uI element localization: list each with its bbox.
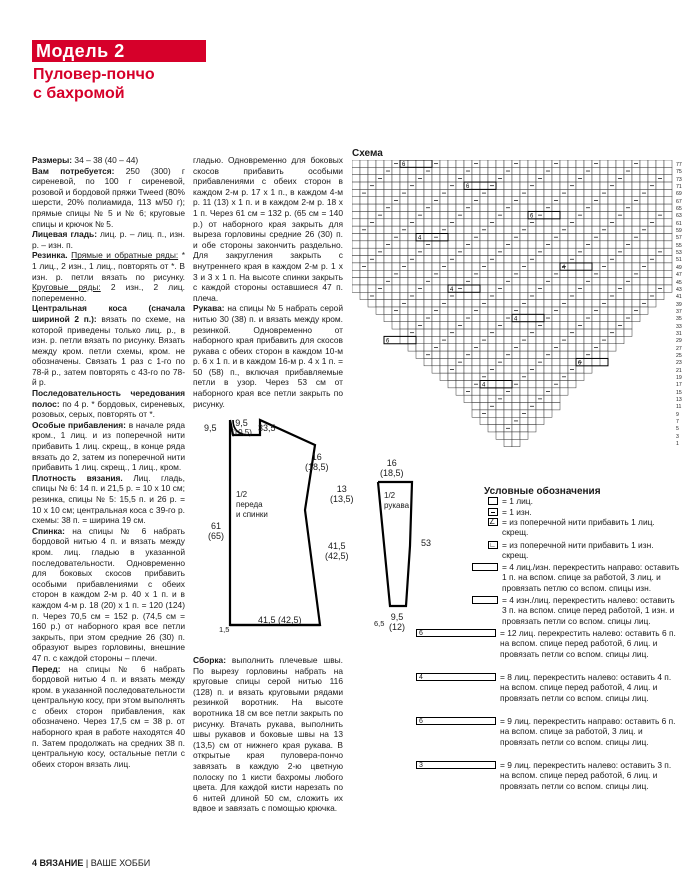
body-label: 1/2 переда и спинки (236, 490, 268, 519)
dim-sleeve-bottom: 9,5 (12) (389, 612, 406, 632)
legend-symbol-icon (472, 563, 498, 571)
legend-text: = 1 изн. (502, 507, 532, 517)
legend-text: = из поперечной нити прибавить 1 изн. скрещ. (502, 540, 654, 561)
cable-box-label: 4 (562, 264, 566, 271)
row-number: 19 (676, 374, 682, 381)
row-number: 77 (676, 162, 682, 168)
row-number: 61 (676, 220, 682, 227)
legend-symbol-icon: ∟ (488, 541, 498, 549)
paragraph: Сборка: выполнить плечевые швы. По вырезу горловины набрать на круговые спицы серой нитью 116 (128) п. и вязать круговыми рядами резинкой воротник. На высоте воротника 18 см все петли закрыть по рисунку. Втачать рукава, выполнить швы рукавов и боковые швы на 13 (13,5) см от нижнего края рукава. В открытые края пуловера-пончо завязать в каждую 2-ю цветную полоску по 1 кисти бахромы любого цвета. Для каждой кисти нарезать по 6 нитей длиной 50 см, сложить их вдвое и завязать с помощью крючка. (193, 655, 343, 814)
row-number: 53 (676, 250, 682, 257)
row-number: 47 (676, 272, 682, 279)
legend-symbol-icon (488, 508, 498, 516)
row-number: 51 (676, 257, 682, 264)
magazine-name: ВЯЗАНИЕ (39, 858, 84, 868)
row-number: 43 (676, 286, 682, 293)
cable-box-label: 6 (578, 360, 582, 367)
legend-text: = 8 лиц. перекрестить налево: оставить 4 п. на вспом. спице перед работой, 4 лиц. и провязать петли со вспом. спицы лиц. (500, 672, 672, 703)
row-number: 27 (676, 345, 682, 352)
dim-sleeve-top: 16 (18,5) (380, 458, 404, 478)
legend-item (472, 562, 680, 593)
row-number: 7 (676, 419, 679, 426)
dim-corner: 1,5 (219, 625, 230, 634)
dim-height-left: 61 (65) (208, 521, 225, 541)
dim-right-top: 16 (18,5) (305, 452, 329, 472)
legend-title: Условные обозначения (484, 486, 601, 497)
dim-bottom: 41,5 (42,5) (258, 615, 302, 625)
row-number: 35 (676, 316, 682, 323)
legend-symbol-icon (472, 596, 498, 604)
row-number: 13 (676, 397, 682, 403)
row-number: 71 (676, 184, 682, 191)
legend-item (488, 517, 680, 538)
legend-symbol-icon: 6 (416, 717, 496, 725)
legend-item (416, 672, 680, 703)
page-number: 4 (32, 858, 38, 868)
dim-sleeve-height: 53 (421, 538, 432, 548)
legend-symbol-icon: 3 (416, 761, 496, 769)
row-number: 17 (676, 382, 682, 389)
row-number: 39 (676, 301, 682, 308)
legend-item (472, 595, 680, 626)
page-title (33, 65, 155, 103)
legend-text: = 9 лиц. перекрестить налево: оставить 3 п. на вспом. спице перед работой, 6 лиц. и провязать петли со вспом. спицы лиц. (500, 760, 672, 791)
legend-text: = 4 лиц./изн. перекрестить направо: оставить 1 п. на вспом. спице за работой, 3 лиц. и провязать петлю со вспом. спицы изн. (502, 562, 680, 593)
legend-symbol-icon: 6 (416, 629, 496, 637)
row-number: 23 (676, 360, 682, 367)
row-number: 65 (676, 206, 682, 213)
legend-symbol-icon (488, 497, 498, 505)
paragraph: Вам потребуется: 250 (300) г сиреневой, по 100 г сиреневой, розовой и бордовой пряжи Tweed (80% шерсти, 20% полиамида, 113 м/50 г); прямые спицы № 5 и № 6; круговые спицы и крючок № 5. (32, 165, 185, 229)
paragraph: Размеры: 34 – 38 (40 – 44) (32, 155, 139, 165)
legend-text: = 12 лиц. перекрестить налево: оставить 6 п. на вспом. спице перед работой, 6 лиц. и провязать петли со вспом. спицы лиц. (500, 628, 676, 659)
legend-text: = из поперечной нити прибавить 1 лиц. скрещ. (502, 517, 655, 538)
cable-box-label: 6 (402, 162, 406, 168)
paragraph: Плотность вязания. Лиц. гладь, спицы № 6: 14 п. и 21,5 р. = 10 х 10 см; резинка, спицы № 5: 15,5 п. и 26 р. = 10 х 10 см; центральная коса с 39-го р. схемы: 38 п. = ширина 19 см. (32, 472, 185, 526)
text-column-1 (32, 155, 185, 769)
cable-box-label: 4 (514, 316, 518, 323)
paragraph: Резинка. Прямые и обратные ряды: * 1 лиц., 2 изн., 1 лиц., повторять от *. В изн. р. петли вязать по рисунку. Круговые ряды: 2 изн., 2 лиц. попеременно. (32, 250, 185, 303)
row-number: 37 (676, 308, 682, 315)
cable-box-label: 4 (482, 382, 486, 389)
sleeve-label: 1/2 рукава (384, 491, 410, 510)
legend-text: = 9 лиц. перекрестить направо: оставить 6 п. на вспом. спице за работой, 3 лиц. и провязать петли со вспом. спицы лиц. (500, 716, 676, 747)
legend-text: = 1 лиц. (502, 496, 533, 506)
paragraph: Рукава: на спицы № 5 набрать серой нитью 30 (38) п. и вязать между кром. резинкой. Одновременно от наборного края прибавить для скосов рукава с обеих сторон в каждом 10-м р. 6 х 1 п. и в каждом 16-м р. 4 х 1 п. = 50 (58) п., включая прибавляемые петли в узор. Через 53 см от наборного края все петли закрыть по рисунку. (193, 303, 343, 409)
legend-item (416, 760, 680, 791)
paragraph: Лицевая гладь: лиц. р. – лиц. п., изн. р. – изн. п. (32, 229, 185, 250)
dim-neck-depth: 9,5 (204, 423, 217, 433)
legend-symbol-icon: ∠ (488, 518, 498, 526)
cable-box-label: 4 (418, 235, 422, 242)
row-numbers (676, 162, 682, 448)
legend-item (416, 716, 680, 747)
row-number: 73 (676, 176, 682, 183)
row-number: 75 (676, 169, 682, 176)
row-number: 55 (676, 242, 682, 249)
row-number: 69 (676, 191, 682, 198)
row-number: 3 (676, 433, 679, 440)
text-column-3 (193, 655, 343, 814)
model-label: Модель 2 (32, 40, 206, 62)
row-number: 59 (676, 228, 682, 235)
legend-text: = 4 изн./лиц. перекрестить налево: оставить 3 п. на вспом. спице перед работой, 1 изн. и провязать петли со вспом. спицы лиц. (502, 595, 675, 626)
knitting-chart (352, 160, 676, 468)
dim-right-mid: 13 (13,5) (330, 484, 354, 504)
legend-item (488, 540, 680, 561)
dim-top-shoulder: 33,5 (258, 423, 276, 433)
row-number: 29 (676, 338, 682, 345)
row-number: 49 (676, 264, 682, 271)
row-number: 5 (676, 426, 679, 433)
paragraph: Центральная коса (сначала шириной 2 п.): вязать по схеме, на которой приведены только лиц. р., в изн. р. петли вязать по рисунку. Вязать между кром. петли схемы, кром. не обозначены. Связать 1 раз с 1-го по 78-й р., затем повторять с 43-го по 78-й р. (32, 303, 185, 388)
schema-title: Схема (352, 148, 383, 159)
row-number: 11 (676, 404, 682, 411)
row-number: 9 (676, 411, 679, 418)
title-line-1: Пуловер-пончо (33, 66, 155, 83)
cable-box-label: 6 (530, 213, 534, 220)
legend-symbol-icon: 4 (416, 673, 496, 681)
legend-item (416, 628, 680, 659)
legend-item (488, 496, 680, 506)
paragraph: Последовательность чередования полос: по 4 р. * бордовых, сиреневых, розовых, серых, повторять от *. (32, 388, 185, 420)
dim-sleeve-bottom-left: 6,5 (374, 619, 385, 628)
row-number: 33 (676, 323, 682, 330)
row-number: 31 (676, 330, 682, 337)
paragraph: Перед: на спицы № 6 набрать бордовой нитью 4 п. и вязать между кром. в указанной последовательности центральную косу, при этом выполнять с обеих сторон прибавления, как обозначено. Через 17,5 см = 38 р. от наборного края в работе находятся 40 п. Затем продолжать на средних 38 п. центральную косу, остальные петли с обеих сторон вязать лиц. (32, 663, 185, 769)
row-number: 1 (676, 441, 679, 448)
row-number: 45 (676, 279, 682, 286)
row-number: 21 (676, 367, 682, 374)
row-number: 41 (676, 294, 682, 301)
row-number: 25 (676, 352, 682, 359)
row-number: 63 (676, 213, 682, 220)
paragraph: Особые прибавления: в начале ряда кром., 1 лиц. и из поперечной нити прибавить 1 лиц. скрещ., в конце ряда вязать до 2, затем из поперечной нити прибавить 1 лиц. скрещ., 1 лиц., кром. (32, 419, 185, 473)
row-number: 57 (676, 235, 682, 242)
cable-box-label: 6 (466, 184, 470, 191)
row-number: 67 (676, 198, 682, 205)
paragraph: гладью. Одновременно для боковых скосов прибавить особыми прибавлениями с обеих сторон в каждом 2-м р. 17 х 1 п., в каждом 4-м р. 11 (13) х 1 п. и в каждом 2-м р. 18 х 1 п. Через 61 см = 132 р. (65 см = 140 р.) от наборного края закрыть для выреза горловины средние 26 (30) п. и обе стороны закончить раздельно. Для закругления закрыть с внутреннего края в каждом 2-м р. 1 х 3 и 3 х 1 п. На высоте спинки закрыть с каждой стороны оставшиеся 47 п. плеча. (193, 155, 343, 303)
magazine-subtitle: ВАШЕ ХОББИ (90, 858, 151, 868)
title-line-2: с бахромой (33, 85, 125, 102)
dim-top-neck: 9,5 (10,5) (231, 418, 252, 437)
footer: 4 ВЯЗАНИЕ | ВАШЕ ХОББИ (32, 858, 151, 868)
legend-item (488, 507, 680, 517)
cable-box-label: 6 (386, 338, 390, 345)
row-number: 15 (676, 389, 682, 396)
text-column-2 (193, 155, 343, 409)
cable-box-label: 4 (450, 286, 454, 293)
dim-height-right: 41,5 (42,5) (325, 541, 349, 561)
paragraph: Спинка: на спицы № 6 набрать бордовой нитью 4 п. и вязать между кром. лиц. гладью в указанной последовательности. Одновременно для боковых скосов прибавить особыми прибавлениями с обеих сторон в каждом 2-м р. 40 х 1 п. и в каждом 4-м р. 18 (20) х 1 п. = 120 (124) п. Через 70,5 см = 152 р. (74,5 см = 160 р.) от наборного края все петли закрыть, при этом средние 26 (30) п. образуют вырез горловины, внешние 47 п. с каждой стороны – плечи. (32, 525, 185, 663)
